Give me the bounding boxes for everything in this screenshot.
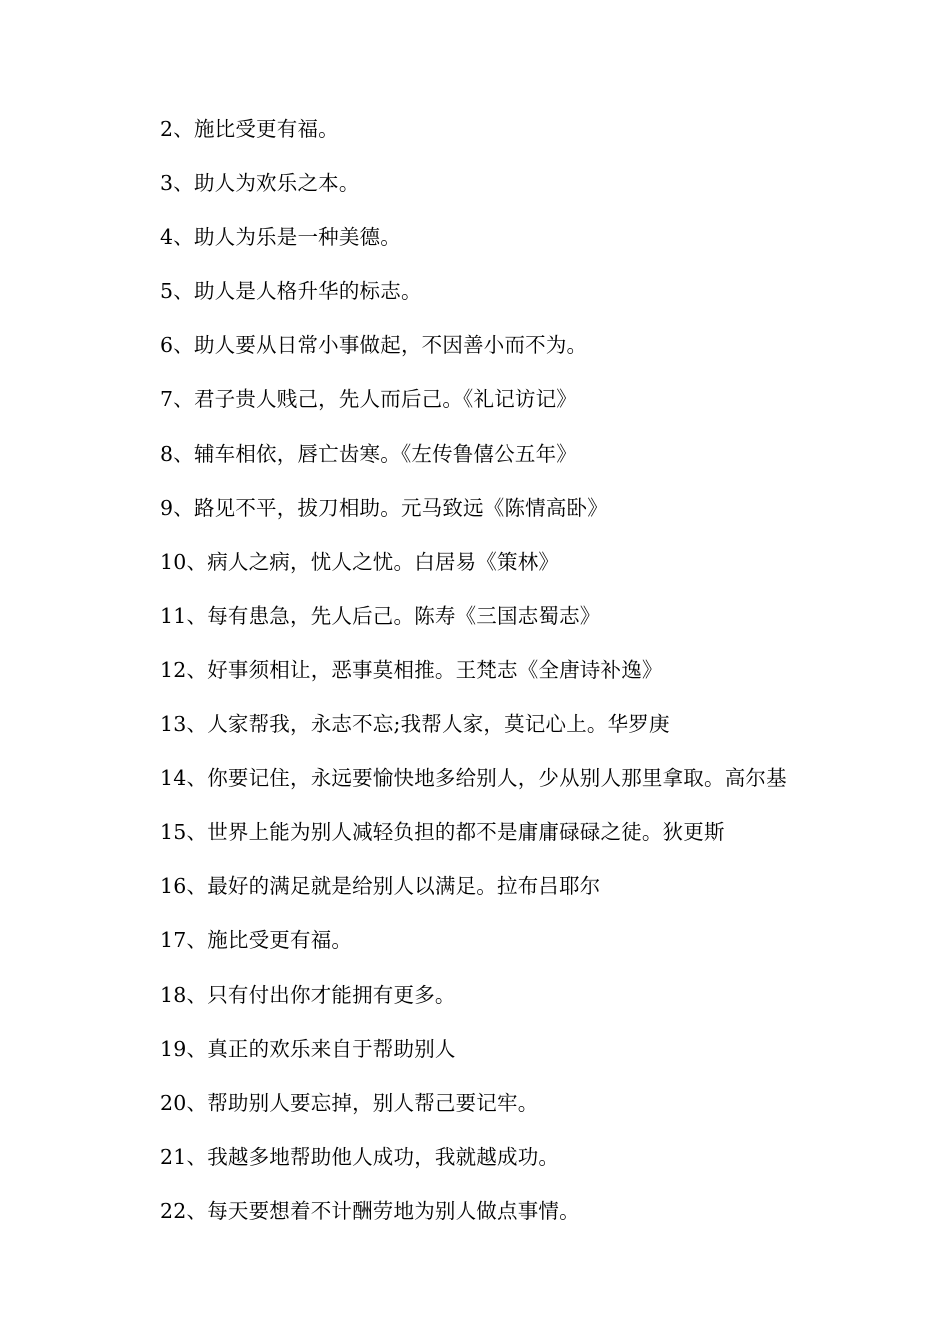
item-text: 助人要从日常小事做起，不因善小而不为。 [193, 333, 588, 358]
item-number: 12 [160, 657, 187, 682]
item-separator: 、 [186, 1036, 208, 1061]
item-text: 世界上能为别人减轻负担的都不是庸庸碌碌之徒。狄更斯 [207, 820, 725, 845]
list-item [160, 598, 920, 652]
item-number: 4 [160, 225, 174, 250]
item-separator: 、 [186, 657, 208, 682]
list-item [160, 1085, 920, 1139]
item-number: 6 [160, 333, 174, 358]
item-number: 5 [160, 279, 174, 304]
item-separator: 、 [186, 766, 208, 791]
item-number: 9 [160, 495, 174, 520]
list-item [160, 706, 920, 760]
item-separator: 、 [186, 603, 208, 628]
item-number: 21 [160, 1144, 187, 1169]
item-text: 每天要想着不计酬劳地为别人做点事情。 [207, 1198, 580, 1223]
item-number: 8 [160, 441, 174, 466]
item-number: 20 [160, 1090, 187, 1115]
item-text: 真正的欢乐来自于帮助别人 [207, 1036, 456, 1061]
list-item [160, 544, 920, 598]
list-item [160, 1031, 920, 1085]
list-item [160, 1139, 920, 1193]
item-separator: 、 [186, 712, 208, 737]
item-number: 17 [160, 928, 187, 953]
item-number: 3 [160, 171, 174, 196]
list-item [160, 273, 920, 327]
item-separator: 、 [186, 928, 208, 953]
item-number: 13 [160, 712, 187, 737]
item-text: 施比受更有福。 [207, 928, 353, 953]
item-text: 每有患急，先人后己。陈寿《三国志蜀志》 [207, 603, 601, 628]
item-text: 施比受更有福。 [193, 117, 339, 141]
item-text: 辅车相依，唇亡齿寒。《左传鲁僖公五年》 [193, 441, 578, 466]
list-item [160, 977, 920, 1031]
item-text: 助人为乐是一种美德。 [193, 225, 401, 250]
item-number: 7 [160, 387, 174, 412]
list-item [160, 652, 920, 706]
item-separator: 、 [173, 117, 194, 141]
item-separator: 、 [186, 549, 208, 574]
item-separator: 、 [173, 333, 194, 358]
list-item [160, 490, 920, 544]
item-separator: 、 [173, 171, 194, 196]
item-text: 帮助别人要忘掉，别人帮己要记牢。 [207, 1090, 539, 1115]
item-text: 助人是人格升华的标志。 [193, 279, 422, 304]
list-item [160, 327, 920, 381]
item-separator: 、 [186, 1144, 208, 1169]
item-number: 19 [160, 1036, 187, 1061]
list-item [160, 760, 920, 814]
item-separator: 、 [173, 225, 194, 250]
item-separator: 、 [173, 495, 194, 520]
item-separator: 、 [186, 820, 208, 845]
item-text: 你要记住，永远要愉快地多给别人，少从别人那里拿取。高尔基 [207, 766, 787, 791]
item-text: 助人为欢乐之本。 [193, 171, 360, 196]
item-text: 路见不平，拔刀相助。元马致远《陈情高卧》 [193, 495, 608, 520]
item-number: 16 [160, 874, 187, 899]
list-item [160, 1193, 920, 1247]
item-number: 14 [160, 766, 187, 791]
list-item [160, 868, 920, 922]
item-text: 君子贵人贱己，先人而后己。《礼记访记》 [193, 387, 578, 412]
item-text: 只有付出你才能拥有更多。 [207, 982, 456, 1007]
list-item [160, 381, 920, 435]
item-number: 18 [160, 982, 187, 1007]
item-text: 病人之病，忧人之忧。白居易《策林》 [207, 549, 560, 574]
item-number: 11 [160, 603, 187, 628]
item-separator: 、 [186, 1198, 208, 1223]
list-item [160, 436, 920, 490]
list-item [160, 814, 920, 868]
list-item [160, 922, 920, 976]
item-text: 人家帮我，永志不忘;我帮人家，莫记心上。华罗庚 [207, 712, 670, 737]
item-separator: 、 [186, 874, 208, 899]
item-separator: 、 [186, 1090, 208, 1115]
item-number: 10 [160, 549, 187, 574]
item-separator: 、 [186, 982, 208, 1007]
item-number: 22 [160, 1198, 187, 1223]
item-text: 我越多地帮助他人成功，我就越成功。 [207, 1144, 560, 1169]
item-separator: 、 [173, 441, 194, 466]
list-item [160, 219, 920, 273]
item-number: 2 [160, 117, 174, 141]
item-separator: 、 [173, 279, 194, 304]
item-text: 最好的满足就是给别人以满足。拉布吕耶尔 [207, 874, 601, 899]
list-item [160, 111, 920, 165]
list-item [160, 165, 920, 219]
quote-list [160, 111, 920, 1247]
item-separator: 、 [173, 387, 194, 412]
item-text: 好事须相让，恶事莫相推。王梵志《全唐诗补逸》 [207, 657, 663, 682]
item-number: 15 [160, 820, 187, 845]
